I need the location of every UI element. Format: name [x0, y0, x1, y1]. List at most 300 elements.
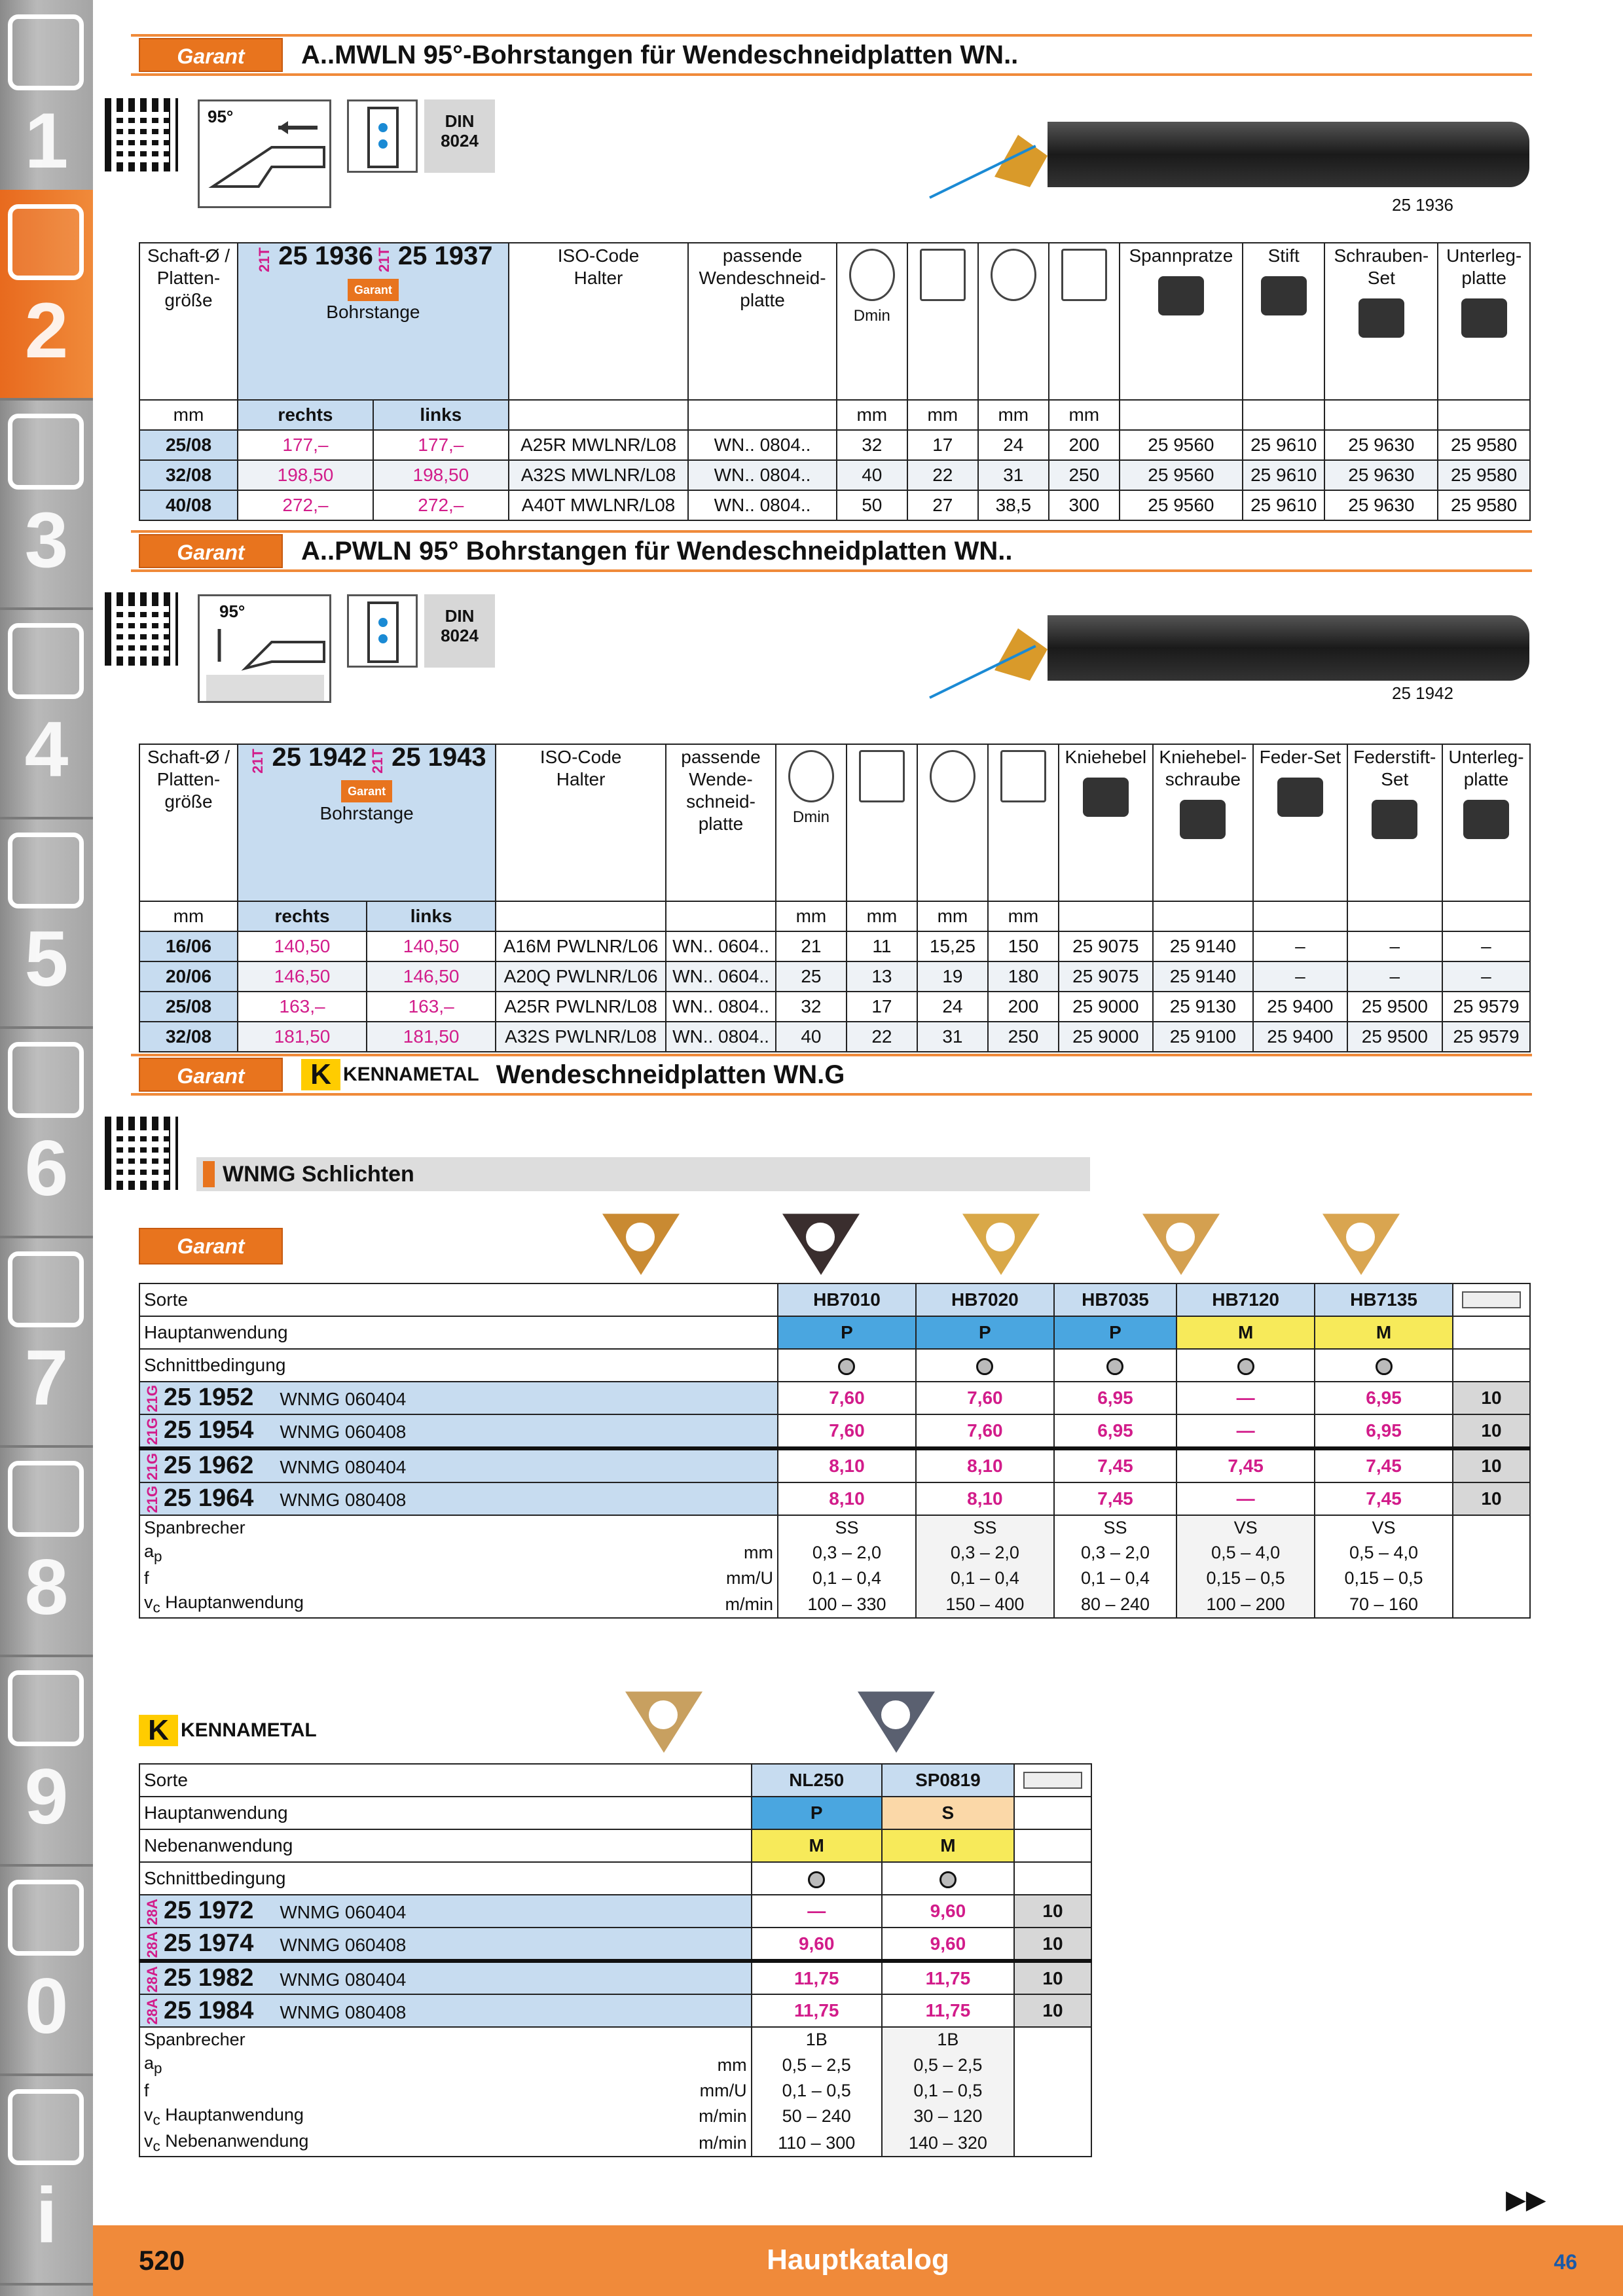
chapter-number: 5 — [24, 915, 69, 1003]
table-cell: 24 — [978, 430, 1049, 460]
param-value: VS — [1176, 1515, 1315, 1540]
unit-cell — [1153, 901, 1253, 931]
param-value: VS — [1315, 1515, 1453, 1540]
param-label — [139, 2052, 600, 2078]
table-cell: 25 9579 — [1442, 992, 1530, 1022]
table-cell: – — [1347, 931, 1442, 961]
param-value: 0,1 – 0,5 — [882, 2079, 1014, 2104]
order-number: 25 1952 — [164, 1384, 254, 1412]
unit-cell: mm — [978, 400, 1049, 430]
qr-code-icon[interactable] — [105, 592, 178, 666]
table-cell: 31 — [917, 1022, 988, 1052]
table-row — [139, 2104, 1091, 2130]
dmin-label: Dmin — [853, 307, 890, 325]
cutting-condition — [778, 1349, 916, 1382]
table-cell: 25/08 — [139, 430, 238, 460]
param-value: 0,5 – 4,0 — [1176, 1540, 1315, 1566]
price-cell[interactable]: 163,– — [238, 992, 367, 1022]
label-sorte: Sorte — [139, 1283, 778, 1316]
param-value: 1B — [882, 2027, 1014, 2052]
header-line: Schaft-Ø / — [147, 747, 230, 767]
sidebar-tab-7[interactable] — [0, 1237, 93, 1448]
insert-table-garant — [139, 1283, 1531, 1619]
price-cell[interactable]: 198,50 — [238, 460, 373, 490]
param-name: v — [144, 2104, 153, 2125]
coolant-icon — [347, 99, 418, 173]
col-iso-code — [496, 744, 666, 901]
price-cell[interactable]: 177,– — [373, 430, 509, 460]
table-cell: 25 9610 — [1243, 490, 1324, 520]
order-code — [139, 1382, 778, 1414]
price-cell[interactable]: 177,– — [238, 430, 373, 460]
insert-designation: WNMG 060404 — [280, 1902, 407, 1923]
next-page-icon[interactable]: ▶▶ — [1506, 2185, 1546, 2214]
sidebar-tab-5[interactable] — [0, 818, 93, 1029]
param-value: SS — [916, 1515, 1054, 1540]
order-number: 25 1954 — [164, 1416, 254, 1444]
param-label — [139, 1591, 617, 1618]
price-cell[interactable]: 6,95 — [1315, 1414, 1453, 1448]
cutting-condition-icon — [1106, 1358, 1123, 1375]
garant-logo: Garant — [139, 1058, 283, 1092]
insert-photo-hb7135 — [1322, 1203, 1400, 1275]
pack-box-icon — [1023, 1772, 1082, 1789]
tag-code: 28A — [144, 1965, 160, 1993]
chapter-icon — [8, 1042, 84, 1118]
label-haupt: Hauptanwendung — [139, 1797, 752, 1829]
table-cell: 25 9630 — [1324, 430, 1438, 460]
price-cell[interactable]: 6,95 — [1315, 1382, 1453, 1414]
table-row — [139, 992, 1530, 1022]
table-cell: WN.. 0804.. — [666, 992, 776, 1022]
table-cell: 22 — [907, 460, 978, 490]
grade-hb7020: HB7020 — [916, 1283, 1054, 1316]
unit-cell — [1059, 901, 1153, 931]
sidebar-tab-6[interactable] — [0, 1028, 93, 1238]
main-application: S — [882, 1797, 1014, 1829]
insert-photo-hb7020 — [782, 1203, 860, 1275]
table-cell: 25 9560 — [1120, 430, 1243, 460]
table-row — [139, 1862, 1091, 1895]
price-cell[interactable]: 272,– — [373, 490, 509, 520]
pack-quantity: 10 — [1453, 1448, 1530, 1482]
accessory-label: Spannpratze — [1129, 245, 1233, 266]
param-value: 110 – 300 — [752, 2130, 882, 2157]
order-number-left: 25 1937 — [397, 242, 493, 270]
unit-cell — [1253, 901, 1347, 931]
chapter-number: i — [35, 2172, 58, 2259]
sidebar-tab-8[interactable] — [0, 1446, 93, 1657]
param-unit: m/min — [600, 2104, 751, 2130]
col-dimension-2 — [847, 744, 917, 901]
param-subscript: c — [153, 1599, 160, 1616]
chapter-number: 9 — [24, 1753, 69, 1840]
unit-cell — [1324, 400, 1438, 430]
table-cell: WN.. 0604.. — [666, 961, 776, 992]
order-number-row — [242, 743, 491, 774]
col-accessory-4 — [1347, 744, 1442, 901]
kennametal-label: KENNAMETAL — [181, 1719, 317, 1741]
param-value: 0,3 – 2,0 — [916, 1540, 1054, 1566]
unit-cell: rechts — [238, 901, 367, 931]
empty-cell — [1014, 2052, 1091, 2078]
sidebar-tab-0[interactable] — [0, 1865, 93, 2076]
table-row — [139, 1283, 1530, 1316]
param-value: 30 – 120 — [882, 2104, 1014, 2130]
price-cell[interactable]: 6,95 — [1054, 1414, 1176, 1448]
table-cell: A16M PWLNR/L06 — [496, 931, 666, 961]
empty-cell — [1014, 2130, 1091, 2157]
param-label — [139, 2027, 600, 2052]
table-row — [139, 1022, 1530, 1052]
price-cell[interactable]: 7,45 — [1315, 1482, 1453, 1515]
price-cell[interactable]: 272,– — [238, 490, 373, 520]
spec-table-pwln — [139, 744, 1531, 1052]
accessory-part-icon — [1261, 276, 1307, 315]
table-cell: – — [1253, 961, 1347, 992]
dimension-pictogram-icon — [788, 750, 834, 802]
price-cell[interactable]: 181,50 — [367, 1022, 496, 1052]
table-row — [139, 1414, 1530, 1448]
table-cell: 25 9630 — [1324, 490, 1438, 520]
table-row — [139, 1994, 1091, 2027]
cutting-condition — [882, 1862, 1014, 1895]
price-cell[interactable]: 181,50 — [238, 1022, 367, 1052]
param-unit: mm — [600, 2052, 751, 2078]
table-cell: 15,25 — [917, 931, 988, 961]
chapter-icon — [8, 2089, 84, 2165]
sidebar-tab-2[interactable] — [0, 190, 93, 401]
table-cell: A20Q PWLNR/L06 — [496, 961, 666, 992]
dmin-label: Dmin — [792, 808, 830, 826]
table-row — [139, 1448, 1530, 1482]
boring-bar-image — [1048, 615, 1529, 681]
table-cell: 25 9075 — [1059, 961, 1153, 992]
sidebar-tab-9[interactable] — [0, 1656, 93, 1867]
header-line: schneid- — [686, 791, 756, 812]
accessory-label: Schrauben- Set — [1334, 245, 1429, 288]
accessory-label: Kniehebel- schraube — [1159, 747, 1247, 789]
unit-cell — [688, 400, 837, 430]
price-cell[interactable]: 7,60 — [916, 1414, 1054, 1448]
table-cell: 32 — [776, 992, 847, 1022]
chapter-icon — [8, 1670, 84, 1746]
price-cell[interactable]: 9,60 — [882, 1928, 1014, 1961]
table-row — [139, 2130, 1091, 2157]
price-cell[interactable]: 146,50 — [367, 961, 496, 992]
section-header-mwln — [131, 34, 1532, 76]
price-cell[interactable]: 8,10 — [916, 1482, 1054, 1515]
accessory-label: Feder-Set — [1259, 747, 1341, 767]
order-code — [139, 1448, 778, 1482]
section-title: A..PWLN 95° Bohrstangen für Wendeschneidplatten WN.. — [301, 536, 1013, 565]
label-neben: Nebenanwendung — [139, 1829, 752, 1862]
price-cell[interactable]: 8,10 — [778, 1448, 916, 1482]
garant-mini-logo: Garant — [341, 780, 392, 802]
param-value: 150 – 400 — [916, 1591, 1054, 1618]
price-cell[interactable]: — — [1176, 1482, 1315, 1515]
price-cell[interactable]: 140,50 — [367, 931, 496, 961]
table-cell: 25 9000 — [1059, 992, 1153, 1022]
price-cell[interactable]: 7,60 — [778, 1382, 916, 1414]
table-cell: 22 — [847, 1022, 917, 1052]
pack-quantity: 10 — [1014, 1895, 1091, 1928]
header-line: ISO-Code — [557, 245, 640, 266]
insert-designation: WNMG 080408 — [280, 2001, 407, 2022]
table-cell: WN.. 0804.. — [688, 490, 837, 520]
qr-code-icon[interactable] — [105, 1117, 178, 1190]
param-value: 1B — [752, 2027, 882, 2052]
price-cell[interactable]: 140,50 — [238, 931, 367, 961]
insert-photo-hb7035 — [962, 1203, 1040, 1275]
table-cell: 25 9075 — [1059, 931, 1153, 961]
pack-quantity: 10 — [1453, 1414, 1530, 1448]
empty-cell — [1453, 1540, 1530, 1566]
label-sorte: Sorte — [139, 1764, 752, 1797]
table-cell: 25 9130 — [1153, 992, 1253, 1022]
header-line: platte — [740, 290, 785, 310]
param-suffix: Hauptanwendung — [160, 2104, 304, 2125]
chapter-number: 8 — [24, 1543, 69, 1631]
table-row — [139, 2052, 1091, 2078]
price-cell[interactable]: 7,45 — [1315, 1448, 1453, 1482]
price-cell[interactable]: 198,50 — [373, 460, 509, 490]
table-cell: 24 — [917, 992, 988, 1022]
table-row — [139, 460, 1530, 490]
empty-cell — [1453, 1349, 1530, 1382]
col-accessory-4 — [1438, 243, 1530, 400]
label-schnitt: Schnittbedingung — [139, 1349, 778, 1382]
accessory-part-icon — [1372, 800, 1417, 839]
table-cell: 25 9580 — [1438, 430, 1530, 460]
chapter-icon — [8, 1461, 84, 1537]
order-code — [139, 1994, 752, 2027]
tag-code: 21G — [144, 1485, 160, 1513]
pack-header — [1014, 1764, 1091, 1797]
chapter-icon — [8, 1251, 84, 1327]
pack-quantity: 10 — [1453, 1482, 1530, 1515]
sidebar-tab-1[interactable] — [0, 0, 93, 211]
col-shaft-size — [139, 243, 238, 400]
price-cell[interactable]: — — [752, 1895, 882, 1928]
param-name: a — [144, 2053, 155, 2073]
table-row — [139, 1961, 1091, 1994]
cutting-condition — [1315, 1349, 1453, 1382]
price-cell[interactable]: 9,60 — [752, 1928, 882, 1961]
sidebar-tab-4[interactable] — [0, 609, 93, 819]
order-number-left: 25 1943 — [392, 743, 486, 772]
price-cell[interactable]: 7,45 — [1054, 1482, 1176, 1515]
param-name: a — [144, 1541, 155, 1561]
grade-hb7120: HB7120 — [1176, 1283, 1315, 1316]
main-application: M — [1315, 1316, 1453, 1349]
table-row — [139, 1895, 1091, 1928]
insert-designation: WNMG 080404 — [280, 1456, 407, 1477]
table-cell: 25 9500 — [1347, 1022, 1442, 1052]
empty-cell — [1453, 1515, 1530, 1540]
table-row — [139, 490, 1530, 520]
price-cell[interactable]: — — [1176, 1414, 1315, 1448]
bohrstange-label: Bohrstange — [319, 802, 414, 823]
empty-cell — [1014, 2079, 1091, 2104]
qr-code-icon[interactable] — [105, 98, 178, 171]
table-cell: 16/06 — [139, 931, 238, 961]
unit-cell: rechts — [238, 400, 373, 430]
chapter-number: 6 — [24, 1124, 69, 1212]
unit-cell: mm — [917, 901, 988, 931]
price-cell[interactable]: 8,10 — [916, 1448, 1054, 1482]
param-value: SS — [778, 1515, 916, 1540]
pack-quantity: 10 — [1014, 1994, 1091, 2027]
empty-cell — [1453, 1591, 1530, 1618]
table-cell: WN.. 0804.. — [666, 1022, 776, 1052]
accessory-label: Stift — [1267, 245, 1300, 266]
table-cell: 25 9610 — [1243, 460, 1324, 490]
col-dimension-1 — [776, 744, 847, 901]
col-insert — [666, 744, 776, 901]
table-cell: 300 — [1049, 490, 1120, 520]
dimension-pictogram-icon — [1061, 249, 1107, 301]
price-cell[interactable]: 11,75 — [752, 1961, 882, 1994]
table-row — [139, 1515, 1530, 1540]
price-cell[interactable]: — — [1176, 1382, 1315, 1414]
table-cell: 20/06 — [139, 961, 238, 992]
secondary-application: M — [752, 1829, 882, 1862]
boring-angle-pictogram — [198, 99, 331, 208]
param-value: 0,1 – 0,5 — [752, 2079, 882, 2104]
table-row — [139, 430, 1530, 460]
insert-photo-hb7120 — [1142, 1203, 1220, 1275]
col-accessory-3 — [1253, 744, 1347, 901]
price-cell[interactable]: 7,60 — [916, 1382, 1054, 1414]
col-insert — [688, 243, 837, 400]
unit-cell: mm — [139, 901, 238, 931]
accessory-part-icon — [1158, 276, 1204, 315]
table-cell: WN.. 0804.. — [688, 460, 837, 490]
sidebar-tab-i[interactable] — [0, 2075, 93, 2286]
empty-cell — [1014, 1829, 1091, 1862]
tag-code: 21T — [375, 247, 392, 272]
price-cell[interactable]: 9,60 — [882, 1895, 1014, 1928]
param-value: 0,15 – 0,5 — [1176, 1566, 1315, 1591]
price-cell[interactable]: 6,95 — [1054, 1382, 1176, 1414]
dimension-pictogram-icon — [1000, 750, 1046, 802]
unit-cell: links — [367, 901, 496, 931]
cutting-condition — [1054, 1349, 1176, 1382]
table-cell: 25 9579 — [1442, 1022, 1530, 1052]
unit-cell: mm — [907, 400, 978, 430]
din-number: 8024 — [441, 131, 479, 151]
tag-code: 21T — [256, 247, 273, 272]
param-value: 0,3 – 2,0 — [778, 1540, 916, 1566]
order-code — [139, 1482, 778, 1515]
label-haupt: Hauptanwendung — [139, 1316, 778, 1349]
garant-logo: Garant — [139, 534, 283, 568]
price-cell[interactable]: 11,75 — [882, 1961, 1014, 1994]
subsection-title: WNMG Schlichten — [196, 1157, 1090, 1191]
col-iso-code — [509, 243, 689, 400]
angle-label: 95° — [208, 107, 234, 126]
table-cell: 200 — [1049, 430, 1120, 460]
param-label — [139, 1515, 617, 1540]
secondary-application: M — [882, 1829, 1014, 1862]
sidebar-tab-3[interactable] — [0, 399, 93, 610]
col-dimension-3 — [917, 744, 988, 901]
price-cell[interactable]: 8,10 — [778, 1482, 916, 1515]
table-cell: A25R PWLNR/L08 — [496, 992, 666, 1022]
dimension-pictogram-icon — [859, 750, 905, 802]
table-cell: 250 — [988, 1022, 1059, 1052]
table-row — [139, 1382, 1530, 1414]
param-unit: mm — [617, 1540, 778, 1566]
param-value: 0,15 – 0,5 — [1315, 1566, 1453, 1591]
price-cell[interactable]: 163,– — [367, 992, 496, 1022]
unit-cell: mm — [988, 901, 1059, 931]
table-cell: 200 — [988, 992, 1059, 1022]
grade-hb7135: HB7135 — [1315, 1283, 1453, 1316]
grade-hb7010: HB7010 — [778, 1283, 916, 1316]
param-label — [139, 2104, 600, 2130]
tag-code: 21G — [144, 1385, 160, 1412]
chapter-number: 1 — [24, 97, 69, 185]
accessory-part-icon — [1083, 778, 1129, 817]
price-cell[interactable]: 7,45 — [1054, 1448, 1176, 1482]
table-cell: – — [1253, 931, 1347, 961]
table-cell: 25 9610 — [1243, 430, 1324, 460]
param-label — [139, 1566, 617, 1591]
empty-cell — [1014, 1862, 1091, 1895]
empty-cell — [1014, 2104, 1091, 2130]
col-order-numbers — [238, 243, 509, 400]
table-cell: 40/08 — [139, 490, 238, 520]
chapter-icon — [8, 623, 84, 699]
header-line: größe — [164, 290, 213, 310]
table-cell: 40 — [776, 1022, 847, 1052]
main-application: P — [752, 1797, 882, 1829]
param-value: 50 – 240 — [752, 2104, 882, 2130]
unit-cell: links — [373, 400, 509, 430]
price-cell[interactable]: 11,75 — [752, 1994, 882, 2027]
table-cell: 25 9140 — [1153, 931, 1253, 961]
din-number: 8024 — [441, 626, 479, 645]
order-number: 25 1974 — [164, 1929, 254, 1957]
cutting-condition — [1176, 1349, 1315, 1382]
insert-designation: WNMG 060408 — [280, 1422, 407, 1442]
col-dimension-4 — [1049, 243, 1120, 400]
price-cell[interactable]: 7,45 — [1176, 1448, 1315, 1482]
unit-cell — [509, 400, 689, 430]
table-row — [139, 1482, 1530, 1515]
table-row — [139, 2027, 1091, 2052]
table-cell: 27 — [907, 490, 978, 520]
cutting-condition — [752, 1862, 882, 1895]
order-number: 25 1962 — [164, 1451, 254, 1479]
dimension-pictogram-icon — [920, 249, 966, 301]
main-application: M — [1176, 1316, 1315, 1349]
header-line: passende — [722, 245, 803, 266]
table-cell: 25 9140 — [1153, 961, 1253, 992]
tag-code: 21T — [369, 748, 386, 774]
table-row — [139, 1928, 1091, 1961]
price-cell[interactable]: 146,50 — [238, 961, 367, 992]
insert-tip-image — [989, 135, 1048, 187]
param-value: 0,5 – 2,5 — [882, 2052, 1014, 2078]
price-cell[interactable]: 11,75 — [882, 1994, 1014, 2027]
table-cell: 250 — [1049, 460, 1120, 490]
price-cell[interactable]: 7,60 — [778, 1414, 916, 1448]
table-cell: 150 — [988, 931, 1059, 961]
accessory-part-icon — [1359, 298, 1404, 338]
